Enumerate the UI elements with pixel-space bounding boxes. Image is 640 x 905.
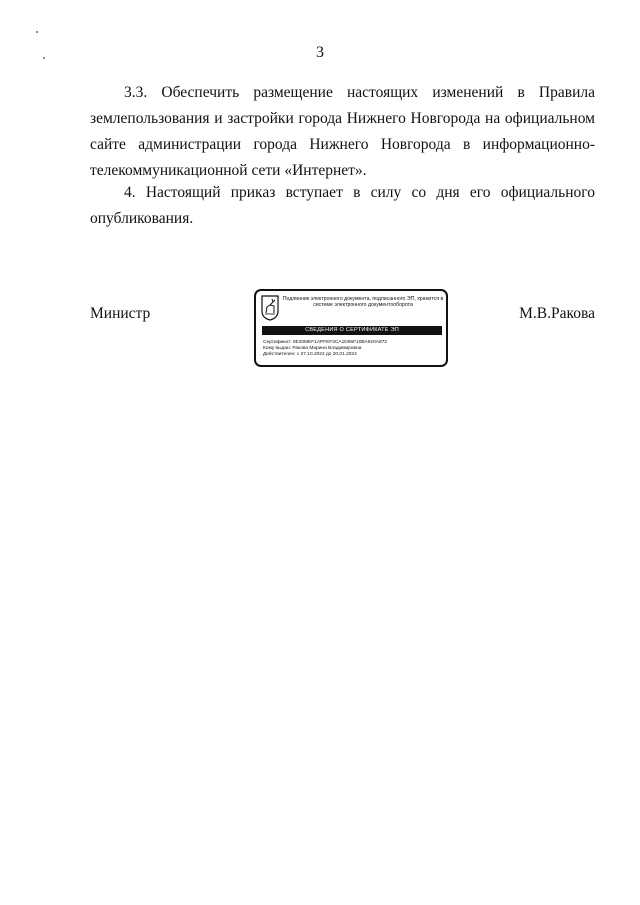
certificate-label: Сертификат: bbox=[263, 340, 292, 345]
validity-value: с 27.10.2022 до 20.01.2024 bbox=[296, 352, 357, 357]
validity-line bbox=[263, 352, 357, 358]
deer-coat-of-arms-icon bbox=[261, 295, 279, 321]
scan-speck bbox=[36, 31, 38, 33]
validity-label: Действителен: bbox=[263, 352, 296, 357]
paragraph-effective-date: 4. Настоящий приказ вступает в силу со дня его официального опубликования. bbox=[90, 184, 595, 227]
owner-label: Кому выдан: bbox=[263, 346, 291, 351]
stamp-header: Подлинник электронного документа, подписанного ЭП, хранится в системе электронного документооборота bbox=[282, 296, 444, 309]
signer-title: Министр bbox=[90, 305, 151, 322]
electronic-signature-stamp bbox=[254, 289, 448, 367]
stamp-title-bar: СВЕДЕНИЯ О СЕРТИФИКАТЕ ЭП bbox=[262, 326, 442, 335]
signer-name: М.В.Ракова bbox=[519, 305, 595, 322]
certificate-value: 0E20MEF1APFEF3CA1D65F10BA920A872 bbox=[292, 340, 387, 345]
owner-value: Ракова Марина Владимировна bbox=[292, 346, 362, 351]
paragraph-publication: 3.3. Обеспечить размещение настоящих изменений в Правила землепользования и застройки города Нижнего Новгорода на официальном сайте администрации города Нижнего Новгорода в информационно-телекоммуникационной сети «Интернет». bbox=[90, 84, 595, 179]
page-number: 3 bbox=[316, 44, 324, 61]
